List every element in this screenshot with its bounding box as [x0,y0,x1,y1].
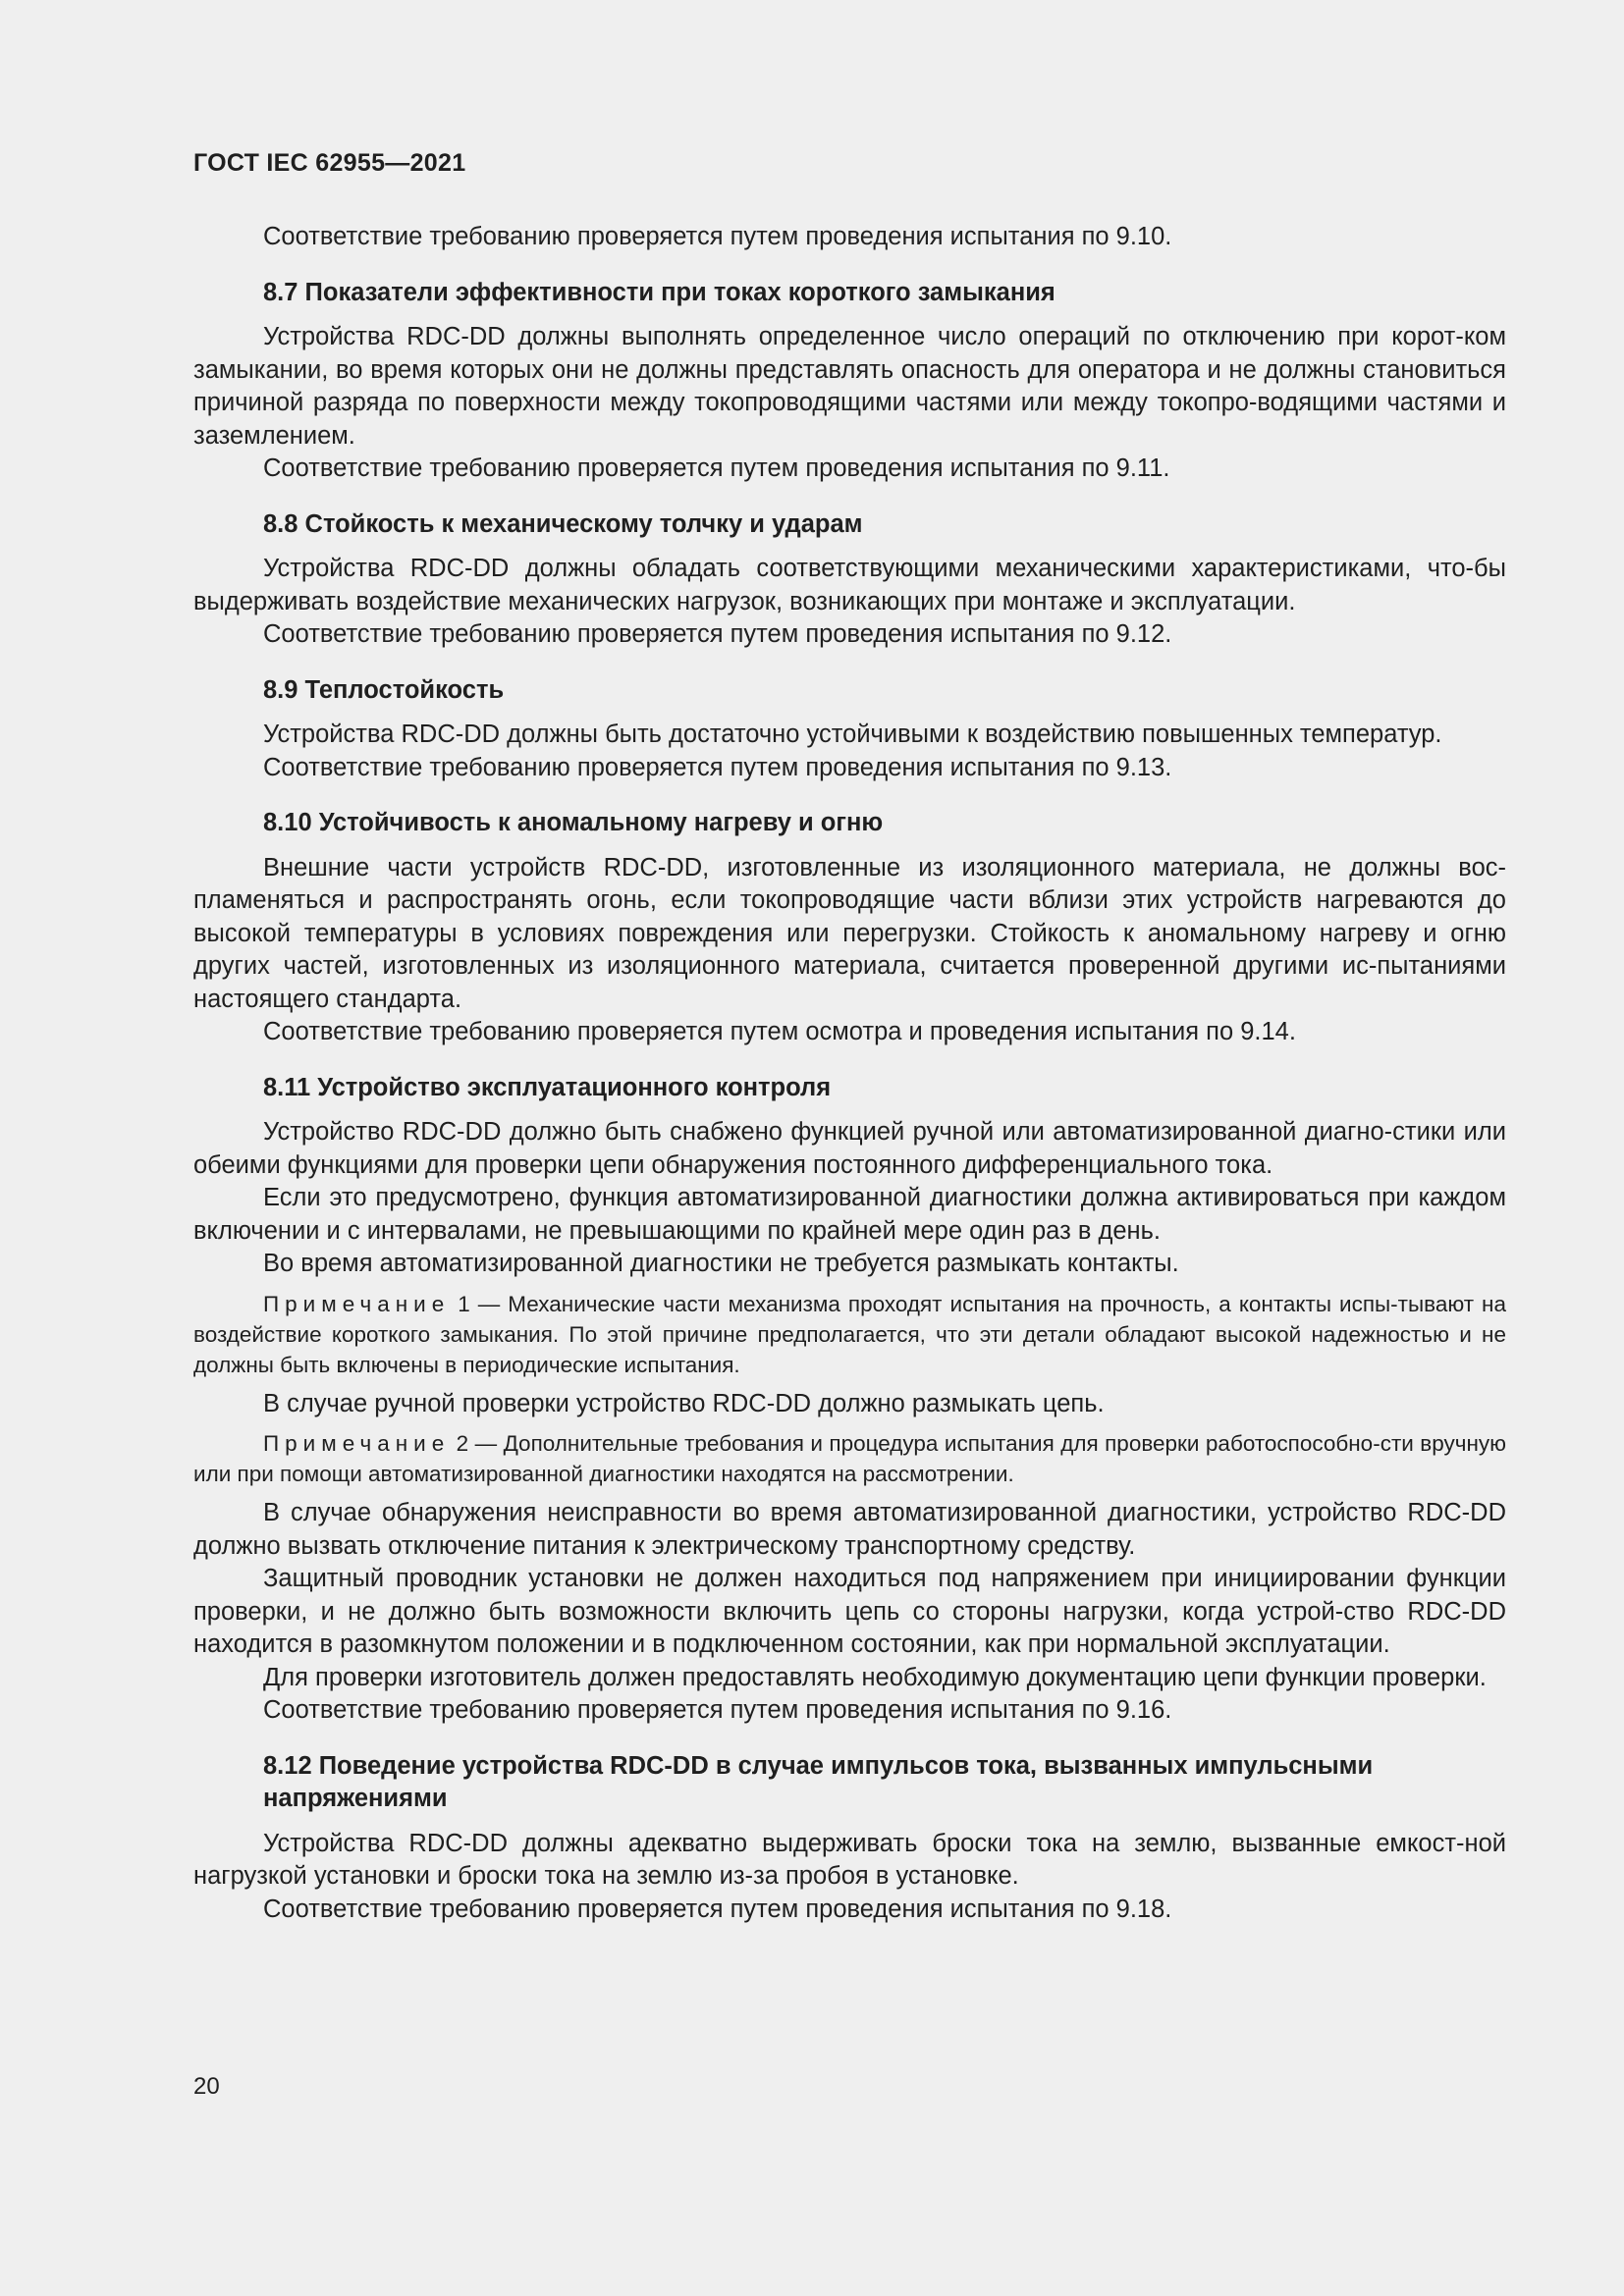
paragraph: Устройства RDC-DD должны быть достаточно устойчивыми к воздействию повышенных температур. [263,721,1442,748]
paragraph: Соответствие требованию проверяется путем проведения испытания по 9.18. [263,1895,1172,1923]
paragraph: Устройство RDC-DD должно быть снабжено функцией ручной или автоматизированной диагно-стики или обеими функциями для проверки цепи обнаружения постоянного дифференциального тока. [193,1118,1506,1179]
paragraph: Соответствие требованию проверяется путем проведения испытания по 9.10. [263,223,1172,250]
section-heading-8-7: 8.7 Показатели эффективности при токах короткого замыкания [263,278,1056,306]
paragraph: Защитный проводник установки не должен находиться под напряжением при инициировании функции проверки, и не должно быть возможности включить цепь со стороны нагрузки, когда устрой-ство RDC-DD находится в разомкнутом положении и в подключенном состоянии, как при нормальной эксплуатации. [193,1565,1506,1658]
note-label: Примечание [263,1291,451,1316]
paragraph: Соответствие требованию проверяется путем осмотра и проведения испытания по 9.14. [263,1018,1296,1045]
paragraph: В случае ручной проверки устройство RDC-DD должно размыкать цепь. [263,1389,1105,1417]
paragraph: Соответствие требованию проверяется путем проведения испытания по 9.13. [263,753,1172,781]
note-1 [193,1289,1506,1380]
section-heading-8-12: 8.12 Поведение устройства RDC-DD в случае импульсов тока, вызванных импульсными напряжениями [263,1751,1374,1812]
section-heading-8-10: 8.10 Устойчивость к аномальному нагреву и огню [263,809,884,836]
paragraph: Для проверки изготовитель должен предоставлять необходимую документацию цепи функции проверки. [263,1663,1487,1691]
paragraph: Соответствие требованию проверяется путем проведения испытания по 9.12. [263,620,1172,648]
note-2 [193,1428,1506,1489]
section-heading-8-8: 8.8 Стойкость к механическому толчку и ударам [263,509,863,538]
paragraph: Во время автоматизированной диагностики не требуется размыкать контакты. [263,1250,1179,1277]
paragraph: Устройства RDC-DD должны адекватно выдерживать броски тока на землю, вызванные емкост-ной нагрузкой установки и броски тока на землю из-за пробоя в установке. [193,1829,1506,1890]
section-heading-8-11: 8.11 Устройство эксплуатационного контроля [263,1073,832,1101]
paragraph: Внешние части устройств RDC-DD, изготовленные из изоляционного материала, не должны вос-пламеняться и распространять огонь, если токопроводящие части вблизи этих устройств нагреваются до высокой температуры в условиях повреждения или перегрузки. Стойкость к аномальному нагреву и огню других частей, изготовленных из изоляционного материала, считается проверенной другими ис-пытаниями настоящего стандарта. [193,853,1506,1013]
note-label: Примечание [263,1431,451,1456]
document-header: ГОСТ IEC 62955—2021 [193,149,466,177]
document-body [193,221,1506,1926]
section-heading-8-9: 8.9 Теплостойкость [263,675,505,704]
paragraph: В случае обнаружения неисправности во время автоматизированной диагностики, устройство RDC-DD должно вызвать отключение питания к электрическому транспортному средству. [193,1499,1506,1560]
paragraph: Соответствие требованию проверяется путем проведения испытания по 9.11. [263,454,1170,482]
note-text: 2 — Дополнительные требования и процедура испытания для проверки работоспособно-сти вручную или при помощи автоматизированной диагностики находятся на рассмотрении. [193,1431,1506,1486]
paragraph: Соответствие требованию проверяется путем проведения испытания по 9.16. [263,1696,1172,1724]
note-text: 1 — Механические части механизма проходят испытания на прочность, а контакты испы-тывают на воздействие короткого замыкания. По этой причине предполагается, что эти детали обладают высокой надежностью и не должны быть включены в периодические испытания. [193,1291,1506,1377]
page-number: 20 [193,2073,220,2100]
paragraph: Устройства RDC-DD должны обладать соответствующими механическими характеристиками, что-бы выдерживать воздействие механических нагрузок, возникающих при монтаже и эксплуатации. [193,555,1506,615]
paragraph: Устройства RDC-DD должны выполнять определенное число операций по отключению при корот-ком замыкании, во время которых они не должны представлять опасность для оператора и не должны становиться причиной разряда по поверхности между токопроводящими частями или между токопро-водящими частями и заземлением. [193,323,1506,450]
paragraph: Если это предусмотрено, функция автоматизированной диагностики должна активироваться при каждом включении и с интервалами, не превышающими по крайней мере один раз в день. [193,1184,1506,1245]
